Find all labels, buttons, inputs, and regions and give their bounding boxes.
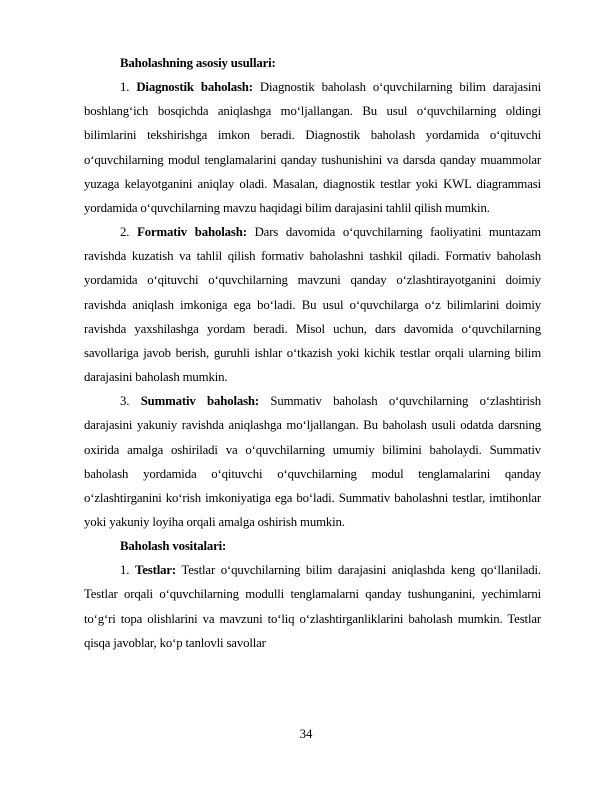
list-number: 3.: [120, 394, 130, 409]
paragraph-tests: [84, 558, 541, 655]
paragraph-text: Summativ baholash o‘quvchilarning o‘zlashtirish darajasini yakuniy ravishda aniqlashga mo‘ljallangan. Bu baholash usuli odatda darsning oxirida amalga oshiriladi va o‘quvchilarning umumiy bilimini baholaydi. Summativ baholash yordamida o‘qituvchi o‘quvchilarning modul tenglamalarini qanday o‘zlashtirganini ko‘rish imkoniyatiga ega bo‘ladi. Summativ baholashni testlar, imtihonlar yoki yakuniy loyiha orqali amalga oshirish mumkin.: [84, 394, 541, 529]
term-formative: Formativ baholash:: [137, 225, 247, 240]
term-tests: Testlar:: [135, 563, 176, 578]
list-number: 1.: [120, 563, 130, 578]
paragraph-summative: [84, 389, 541, 534]
paragraph-text: Testlar o‘quvchilarning bilim darajasini aniqlashda keng qo‘llaniladi. Testlar orqali o‘quvchilarning modulli tenglamalarni qanday tushunganini, yechimlarni to‘g‘ri topa olishlarini va mavzuni to‘liq o‘zlashtirganliklarini baholash mumkin. Testlar qisqa javoblar, ko‘p tanlovli savollar: [84, 563, 541, 650]
paragraph-text: Dars davomida o‘quvchilarning faoliyatini muntazam ravishda kuzatish va tahlil qilish formativ baholashni tashkil qiladi. Formativ baholash yordamida o‘qituvchi o‘quvchilarning mavzuni qanday o‘zlashtirayotganini doimiy ravishda aniqlash imkoniga ega bo‘ladi. Bu usul o‘quvchilarga o‘z bilimlarini doimiy ravishda yaxshilashga yordam beradi. Misol uchun, dars davomida o‘quvchilarning savollariga javob berish, guruhli ishlar o‘tkazish yoki kichik testlar orqali ularning bilim darajasini baholash mumkin.: [84, 225, 541, 385]
list-number: 1.: [120, 80, 130, 95]
term-summative: Summativ baholash:: [140, 394, 260, 409]
section-heading-methods: Baholashning asosiy usullari:: [120, 56, 276, 70]
list-number: 2.: [120, 225, 130, 240]
paragraph-diagnostic: [84, 75, 541, 220]
term-diagnostic: Diagnostik baholash:: [136, 80, 253, 95]
page-number: 34: [299, 727, 313, 741]
main-text: [84, 51, 541, 655]
paragraph-formative: [84, 220, 541, 389]
section-heading-tools: Baholash vositalari:: [120, 539, 227, 554]
paragraph-text: Diagnostik baholash o‘quvchilarning bilim darajasini boshlang‘ich bosqichda aniqlashga mo‘ljallangan. Bu usul o‘quvchilarning oldingi bilimlarini tekshirishga imkon beradi. Diagnostik baholash yordamida o‘qituvchi o‘quvchilarning modul tenglamalarini qanday tushunishini va darsda qanday muammolar yuzaga kelayotganini aniqlay oladi. Masalan, diagnostik testlar yoki KWL diagrammasi yordamida o‘quvchilarning mavzu haqidagi bilim darajasini tahlil qilish mumkin.: [84, 80, 541, 215]
